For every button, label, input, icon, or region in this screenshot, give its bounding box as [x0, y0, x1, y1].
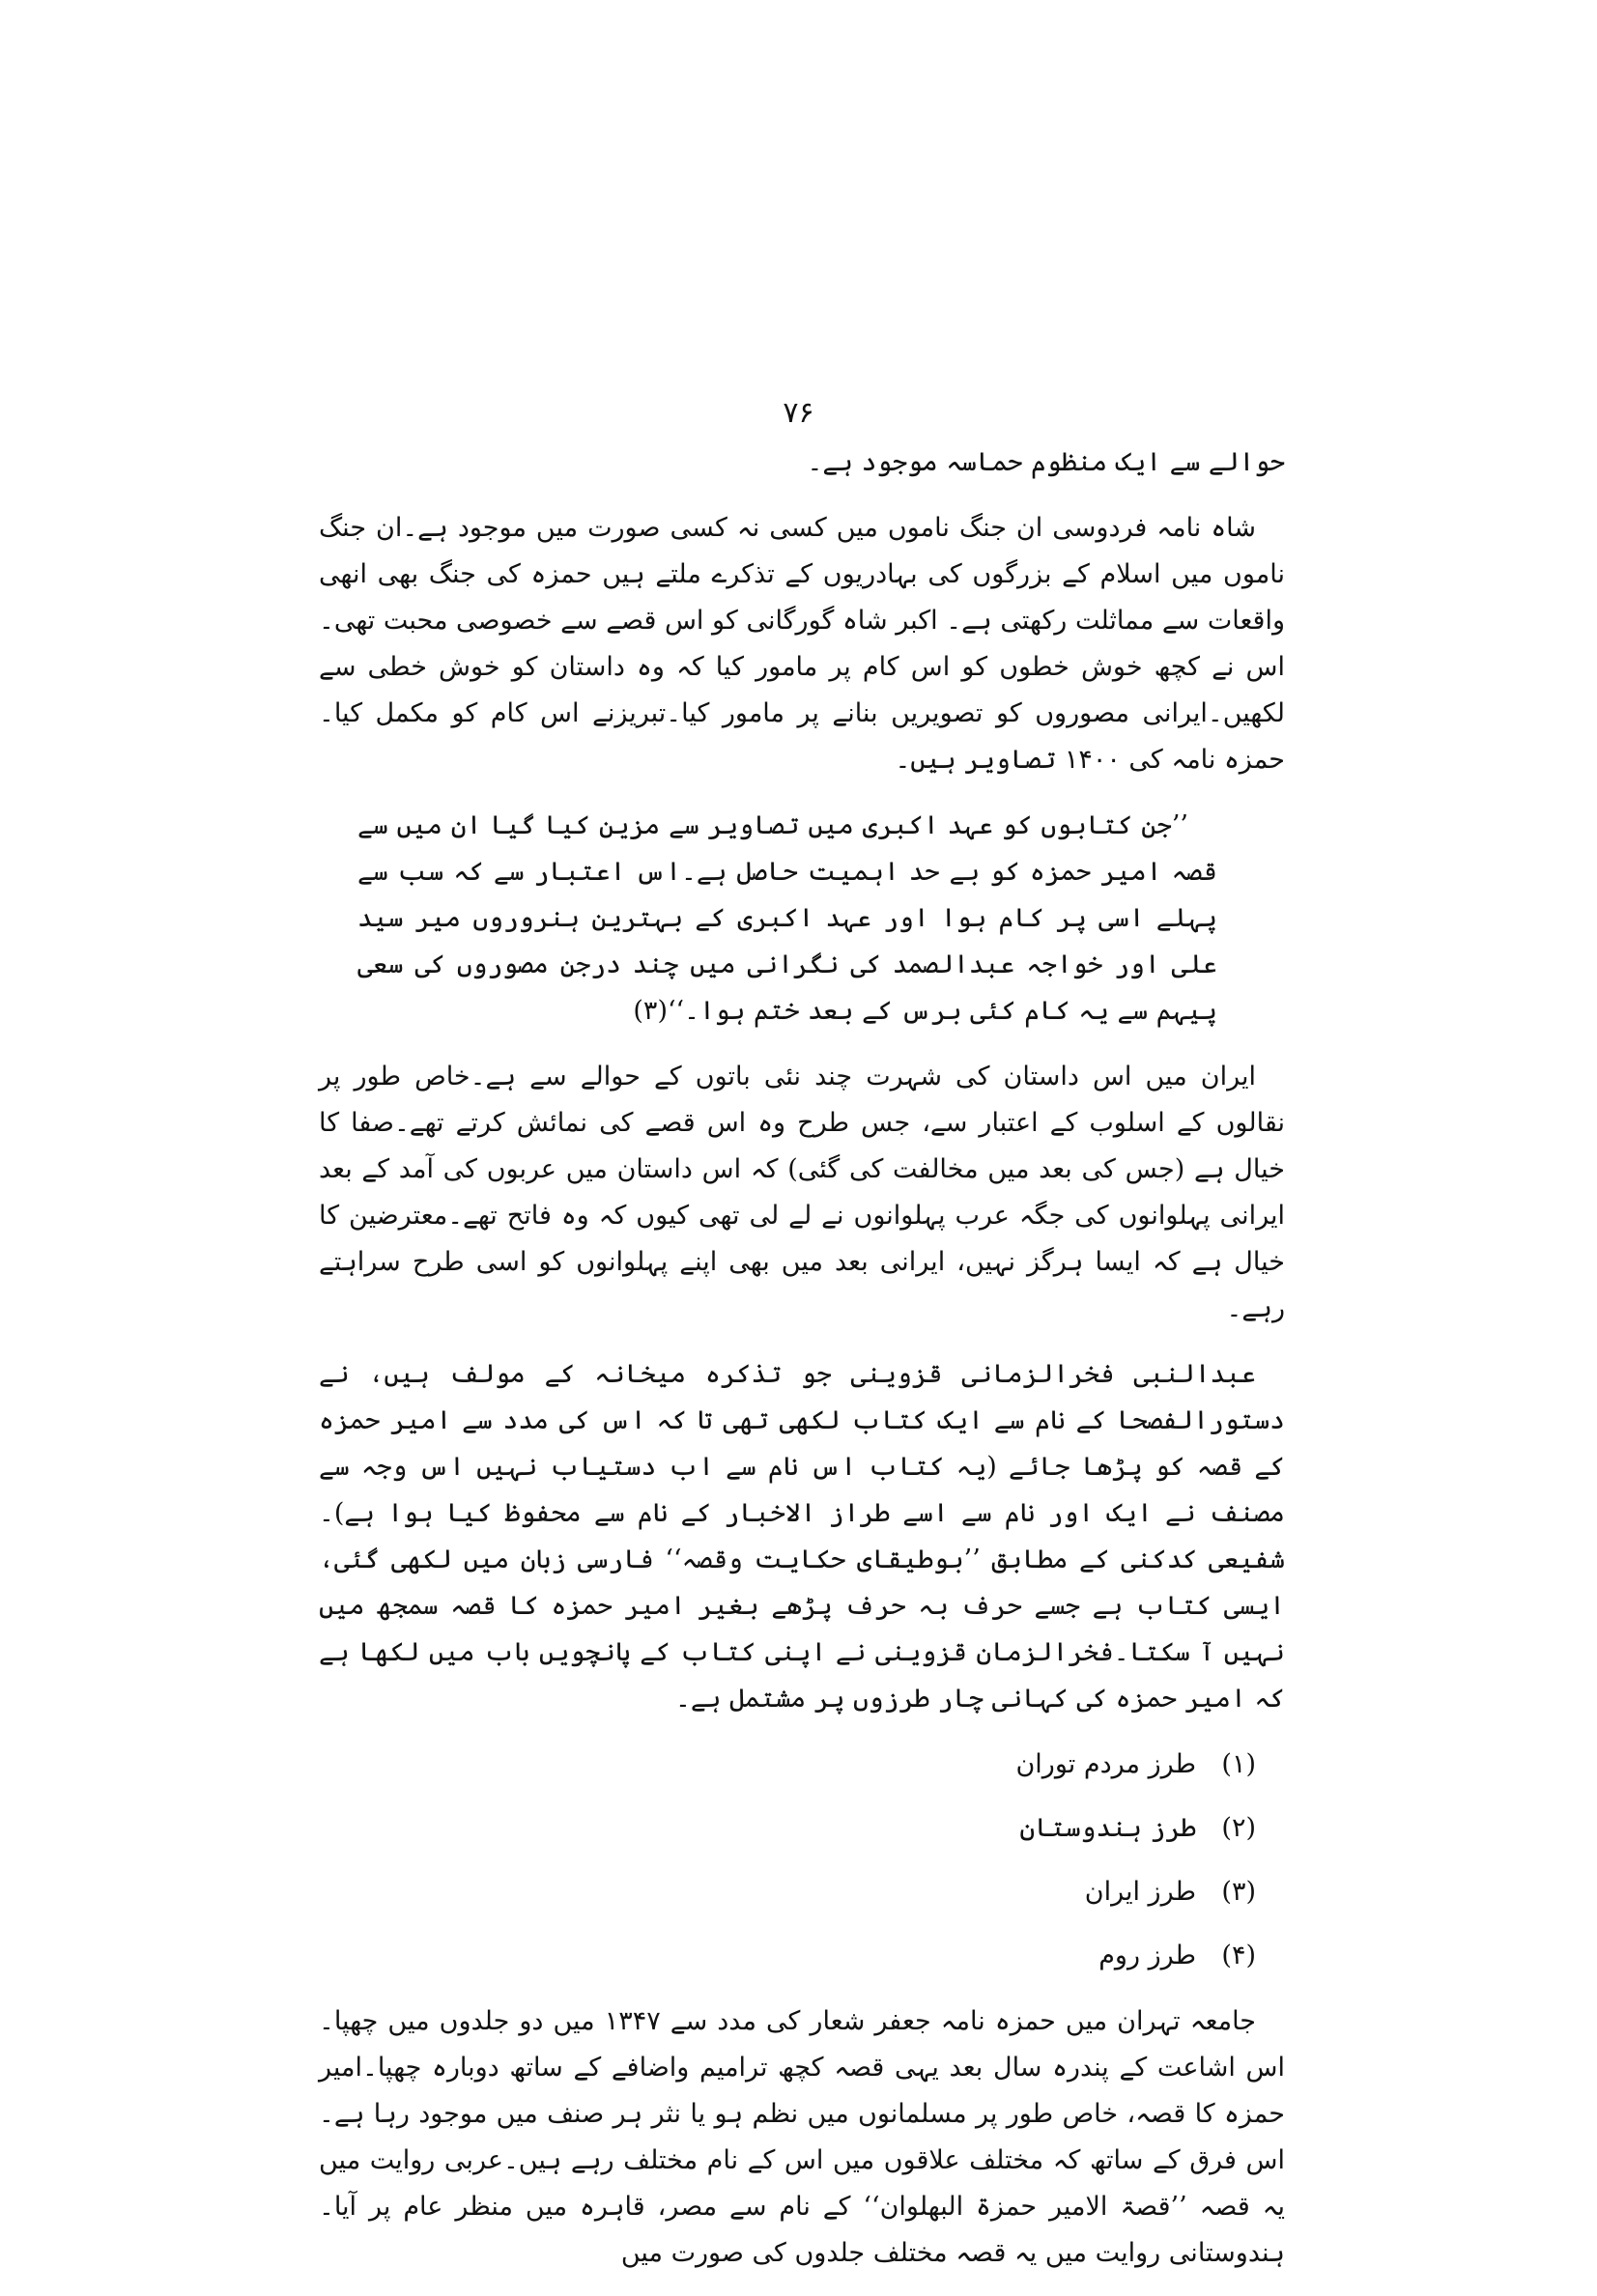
block-quote: ’’جن کتابوں کو عہد اکبری میں تصاویر سے مزین کیا گیا ان میں سے قصہ امیر حمزہ کو بے حد اہمیت حاصل ہے۔اس اعتبار سے کہ سب سے پہلے اسی پر کام ہوا اور عہد اکبری کے بہترین ہنروروں میر سید علی اور خواجہ عبدالصمد کی نگرانی میں چند درجن مصوروں کی سعی پیہم سے یہ کام کئی برس کے بعد ختم ہوا۔‘‘(۳): [357, 810, 1217, 1026]
list-item: [319, 1933, 1256, 1979]
paragraph-3: ایران میں اس داستان کی شہرت چند نئی باتوں کے حوالے سے ہے۔خاص طور پر نقالوں کے اسلوب کے اعتبار سے، جس طرح وہ اس قصے کی نمائش کرتے تھے۔صفا کا خیال ہے (جس کی بعد میں مخالفت کی گئی) کہ اس داستان میں عربوں کی آمد کے بعد ایرانی پہلوانوں کی جگہ عرب پہلوانوں نے لے لی تھی کیوں کہ وہ فاتح تھے۔معترضین کا خیال ہے کہ ایسا ہرگز نہیں، ایرانی بعد میں بھی اپنے پہلوانوں کو اسی طرح سراہتے رہے۔: [319, 1062, 1285, 1323]
paragraph-4: عبدالنبی فخرالزمانی قزوینی جو تذکرہ میخانہ کے مولف ہیں، نے دستورالفصحا کے نام سے ایک کتاب لکھی تھی تا کہ اس کی مدد سے امیر حمزہ کے قصہ کو پڑھا جائے (یہ کتاب اس نام سے اب دستیاب نہیں اس وجہ سے مصنف نے ایک اور نام سے اسے طراز الاخبار کے نام سے محفوظ کیا ہوا ہے)۔شفیعی کدکنی کے مطابق ’’بوطیقای حکایت وقصہ‘‘ فارسی زبان میں لکھی گئی، ایسی کتاب ہے جسے حرف بہ حرف پڑھے بغیر امیر حمزہ کا قصہ سمجھ میں نہیں آ سکتا۔فخرالزمان قزوینی نے اپنی کتاب کے پانچویں باب میں لکھا ہے کہ امیر حمزہ کی کہانی چار طرزوں پر مشتمل ہے۔: [319, 1359, 1285, 1714]
list-item-label: طرز ہندوستان: [1019, 1813, 1196, 1843]
paragraph-5: جامعہ تہران میں حمزہ نامہ جعفر شعار کی مدد سے ۱۳۴۷ میں دو جلدوں میں چھپا۔اس اشاعت کے پندرہ سال بعد یہی قصہ کچھ ترامیم واضافے کے ساتھ دوبارہ چھپا۔امیر حمزہ کا قصہ، خاص طور پر مسلمانوں میں نظم ہو یا نثر ہر صنف میں موجود رہا ہے۔اس فرق کے ساتھ کہ مختلف علاقوں میں اس کے نام مختلف رہے ہیں۔عربی روایت میں یہ قصہ ’’قصۃ الامیر حمزۃ البھلوان‘‘ کے نام سے مصر، قاہرہ میں منظر عام پر آیا۔ہندوستانی روایت میں یہ قصہ مختلف جلدوں کی صورت میں: [319, 2006, 1285, 2268]
page-number: ۷۶: [783, 396, 814, 430]
paragraph-1: حوالے سے ایک منظوم حماسہ موجود ہے۔: [807, 447, 1285, 477]
list-item: [319, 1742, 1256, 1788]
list-item: [319, 1805, 1256, 1852]
list-item-number: (۴): [1221, 1941, 1256, 1970]
paragraph-2: شاہ نامہ فردوسی ان جنگ ناموں میں کسی نہ کسی صورت میں موجود ہے۔ان جنگ ناموں میں اسلام کے بزرگوں کی بہادریوں کے تذکرے ملتے ہیں حمزہ کی جنگ بھی انھی واقعات سے مماثلت رکھتی ہے۔ اکبر شاہ گورگانی کو اس قصے سے خصوصی محبت تھی۔اس نے کچھ خوش خطوں کو اس کام پر مامور کیا کہ وہ داستان کو خوش خطی سے لکھیں۔ایرانی مصوروں کو تصویریں بنانے پر مامور کیا۔تبریزنے اس کام کو مکمل کیا۔حمزہ نامہ کی ۱۴۰۰ تصاویر ہیں۔: [319, 513, 1285, 775]
list-item-label: طرز ایران: [1084, 1877, 1196, 1907]
list-item-label: طرز مردم توران: [1015, 1749, 1196, 1779]
list-item: [319, 1869, 1256, 1915]
list-item-label: طرز روم: [1098, 1941, 1196, 1970]
list-item-number: (۱): [1221, 1749, 1256, 1779]
list-item-number: (۲): [1221, 1813, 1256, 1843]
page-body: [319, 439, 1285, 2296]
list-item-number: (۳): [1221, 1877, 1256, 1907]
styles-list: [319, 1742, 1256, 1979]
